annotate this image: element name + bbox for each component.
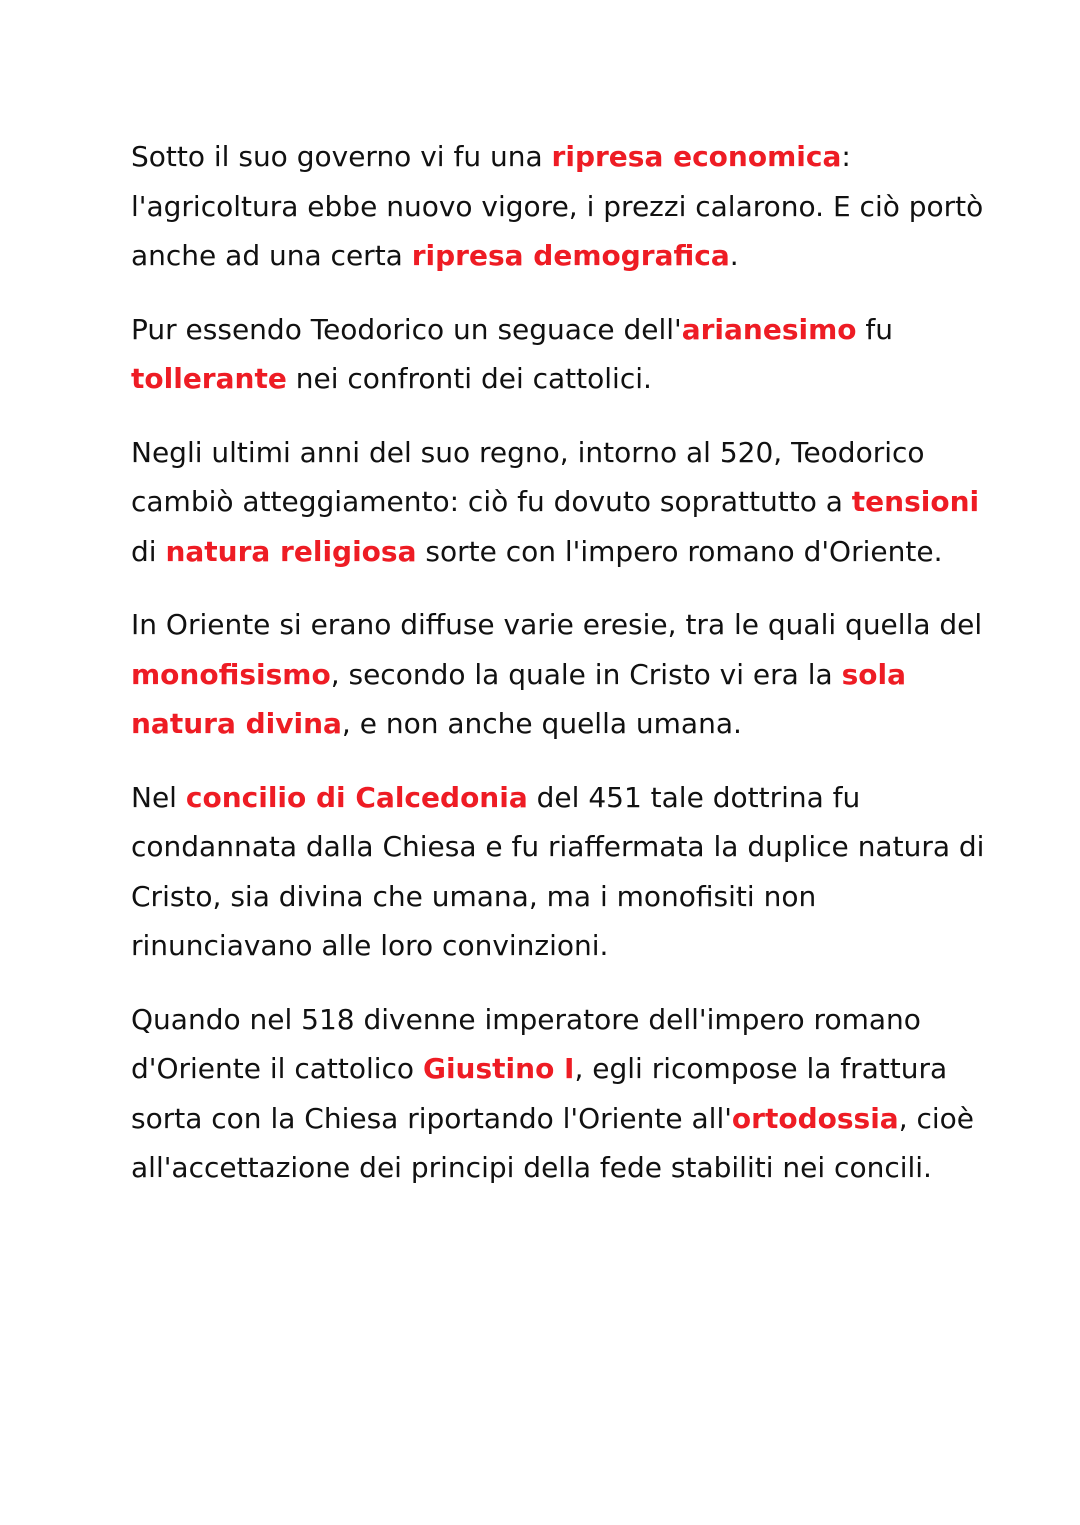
text-segment: di bbox=[131, 534, 166, 568]
text-segment: Sotto il suo governo vi fu una bbox=[131, 140, 552, 173]
text-segment: fu bbox=[856, 312, 894, 346]
highlight-term: tollerante bbox=[131, 362, 287, 395]
text-segment: Quando nel 518 divenne imperatore dell'impero romano d'Oriente il cattolico bbox=[131, 1002, 921, 1085]
text-segment: : l'agricoltura ebbe nuovo vigore, i prezzi calarono. E ciò portò anche ad una certa bbox=[131, 140, 984, 272]
paragraph-arianesimo bbox=[131, 305, 991, 404]
text-segment: Negli ultimi anni del suo regno, intorno al 520, Teodorico cambiò atteggiamento: ciò fu dovuto soprattutto a bbox=[131, 435, 925, 518]
text-segment: , e non anche quella umana. bbox=[341, 707, 742, 740]
highlight-term: Giustino I bbox=[422, 1052, 575, 1085]
highlight-term: arianesimo bbox=[681, 312, 857, 346]
text-segment: . bbox=[729, 239, 739, 272]
text-segment: sorte con l'impero romano d'Oriente. bbox=[416, 534, 943, 568]
highlight-term: concilio di Calcedonia bbox=[185, 780, 528, 814]
document-body bbox=[131, 132, 991, 1217]
text-segment: In Oriente si erano diffuse varie eresie, tra le quali quella del bbox=[131, 608, 983, 641]
text-segment: Nel bbox=[131, 780, 186, 814]
highlight-term: ripresa economica bbox=[551, 140, 842, 173]
text-segment: , cioè all'accettazione dei principi della fede stabiliti nei concili. bbox=[131, 1101, 975, 1184]
text-segment: del 451 tale dottrina fu condannata dalla Chiesa e fu riaffermata la duplice natura di Cristo, sia divina che umana, ma i monofisiti non rinunciavano alle loro convinzioni. bbox=[131, 780, 985, 962]
highlight-term: ortodossia bbox=[731, 1101, 899, 1135]
paragraph-ripresa bbox=[131, 132, 991, 281]
paragraph-monofisismo bbox=[131, 600, 991, 749]
highlight-term: sola natura divina bbox=[131, 657, 906, 740]
text-segment: nei confronti dei cattolici. bbox=[286, 362, 652, 395]
paragraph-tensioni bbox=[131, 428, 991, 577]
highlight-term: natura religiosa bbox=[165, 534, 417, 568]
text-segment: Pur essendo Teodorico un seguace dell' bbox=[131, 312, 682, 346]
paragraph-giustino bbox=[131, 995, 991, 1193]
paragraph-calcedonia bbox=[131, 773, 991, 971]
text-segment: , egli ricompose la frattura sorta con la Chiesa riportando l'Oriente all' bbox=[131, 1052, 948, 1135]
text-segment: , secondo la quale in Cristo vi era la bbox=[330, 657, 842, 691]
highlight-term: tensioni bbox=[851, 485, 980, 518]
highlight-term: monofisismo bbox=[131, 657, 331, 691]
highlight-term: ripresa demografica bbox=[411, 239, 730, 272]
